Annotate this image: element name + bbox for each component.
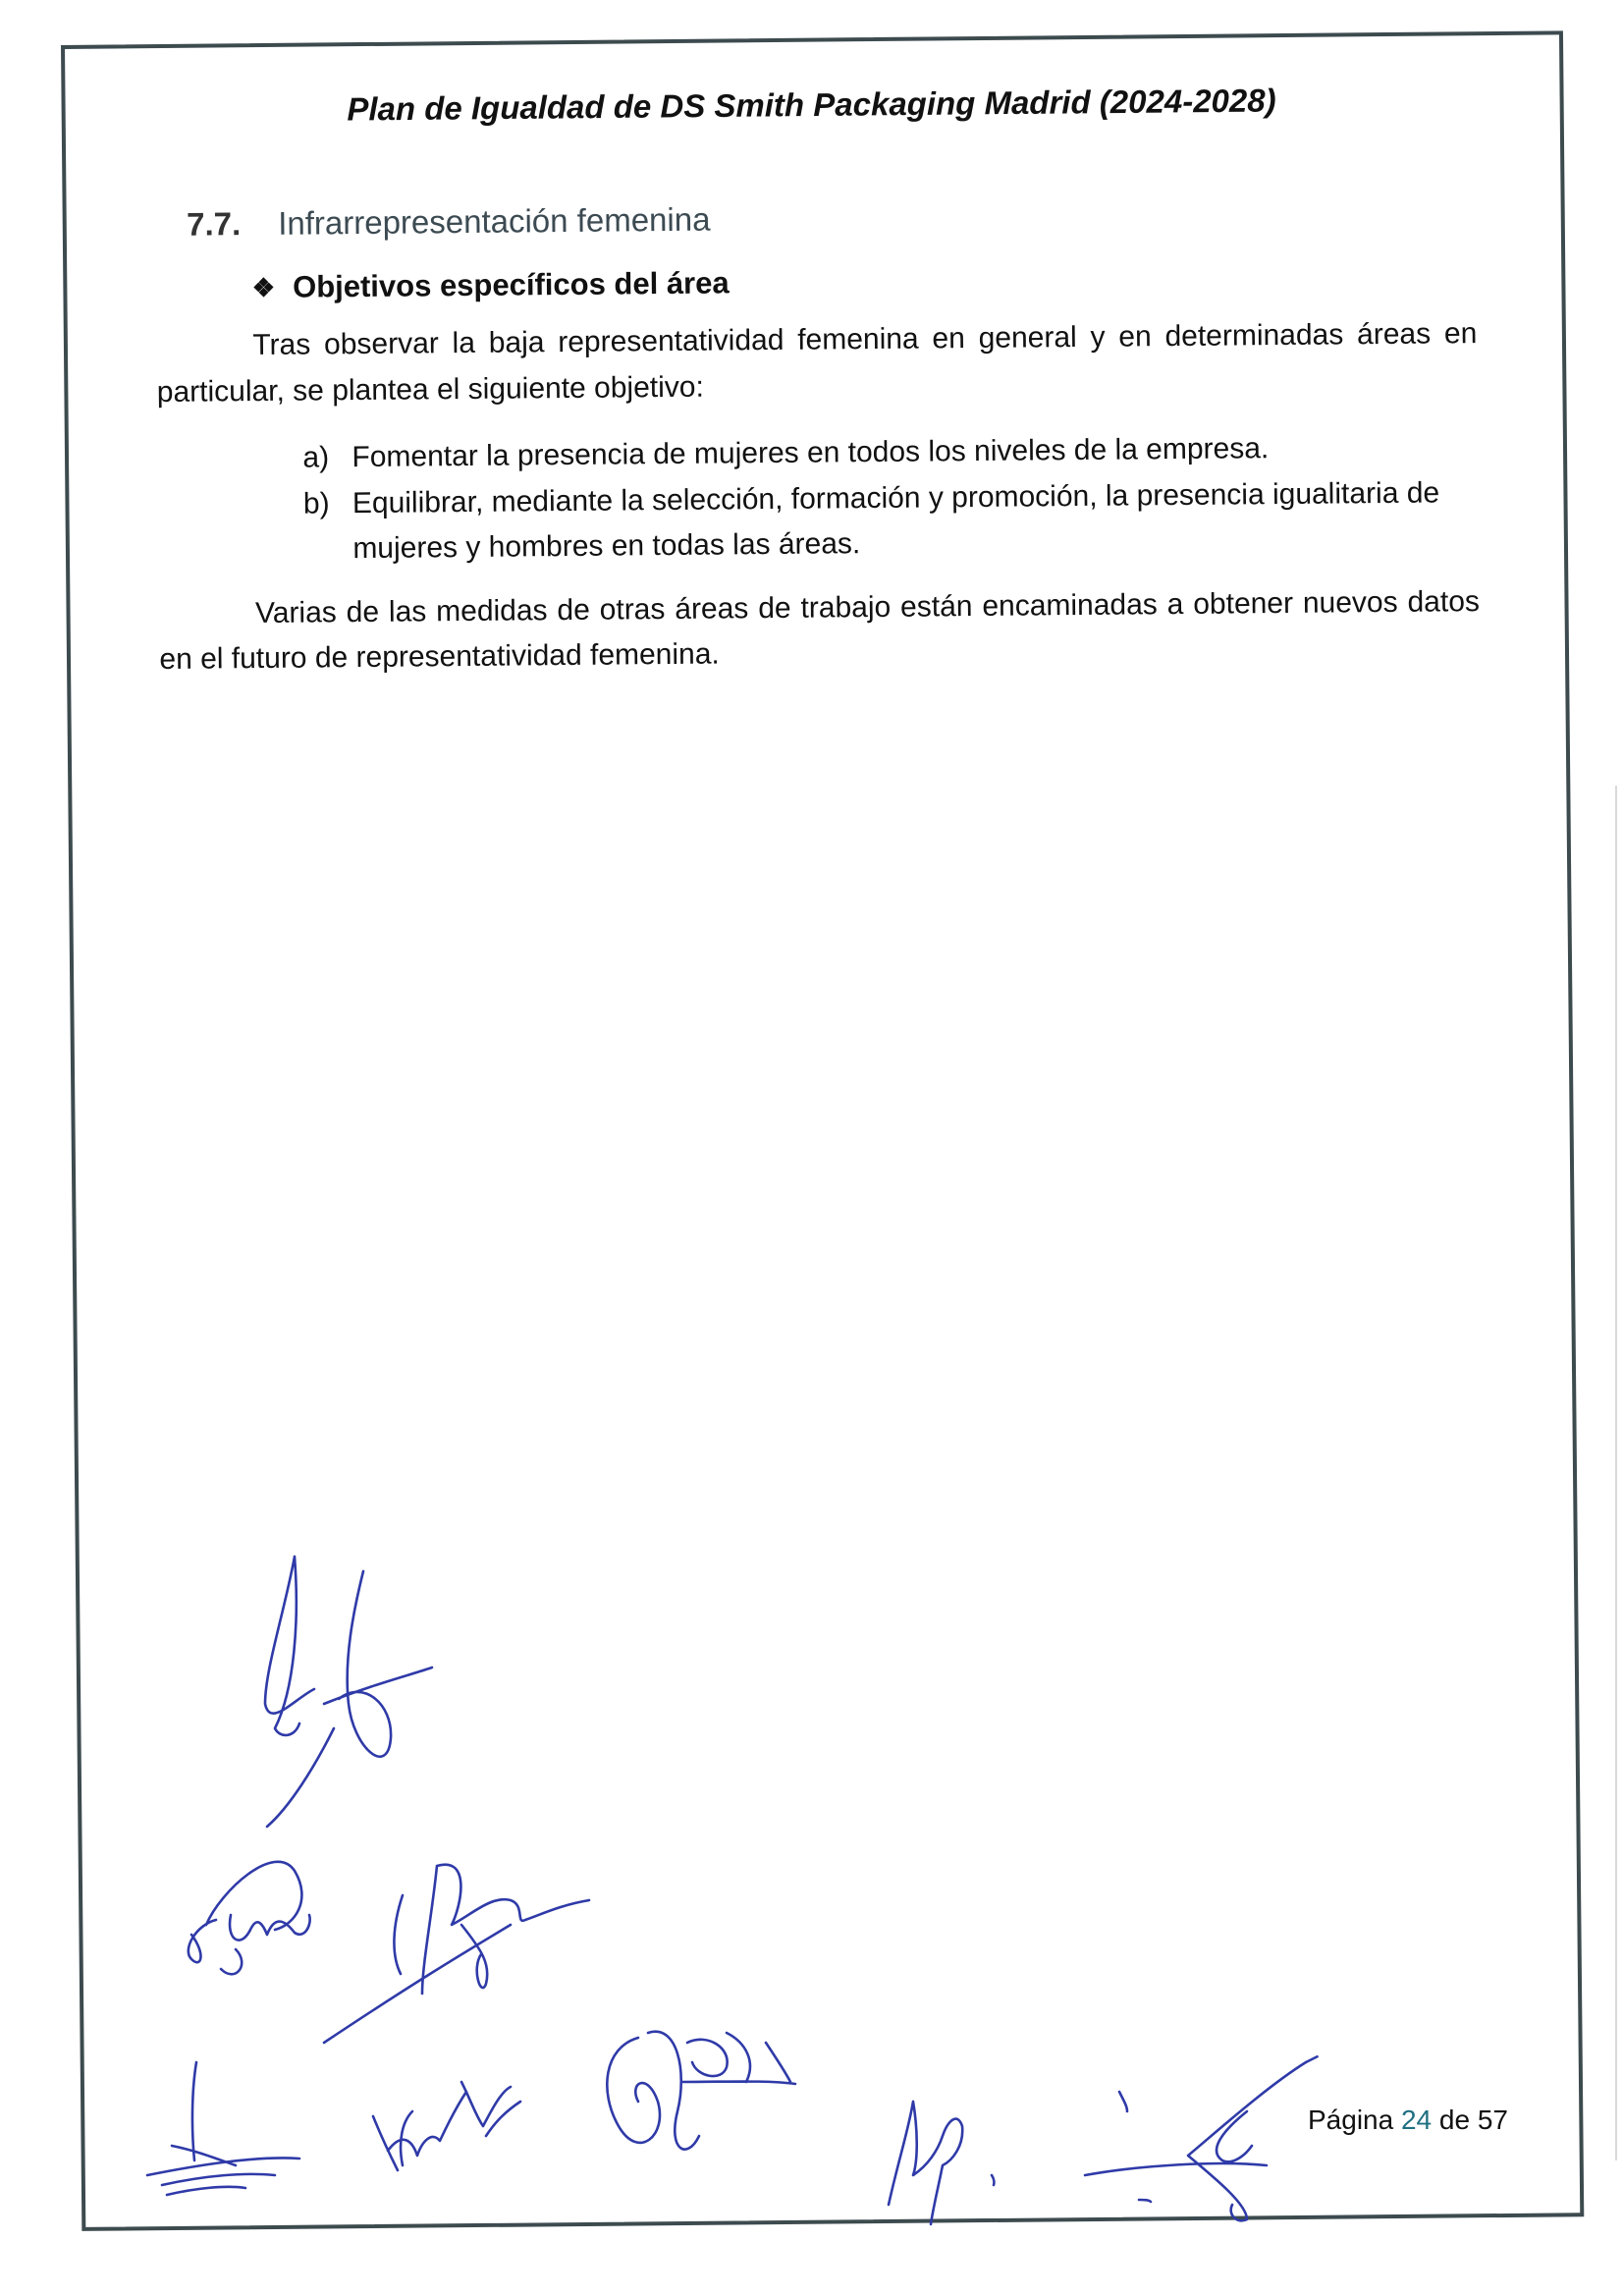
page-content [155,193,1481,683]
page-label: Página [1308,2105,1394,2135]
page-number-footer [1308,2105,1508,2136]
subsection-heading [252,258,1477,305]
list-item [303,470,1480,573]
document-header-title: Plan de Igualdad de DS Smith Packaging Madrid (2024-2028) [347,82,1276,128]
current-page-number: 24 [1400,2105,1433,2135]
section-title: Infrarrepresentación femenina [278,200,711,242]
list-item-text: Equilibrar, mediante la selección, formación y promoción, la presencia igualitaria de mujeres y hombres en todas las áreas. [352,475,1440,566]
page-separator: de [1438,2105,1471,2135]
closing-paragraph: Varias de las medidas de otras áreas de trabajo están encaminadas a obtener nuevos datos en el futuro de representatividad femenina. [159,584,1481,676]
objectives-list [157,424,1479,574]
intro-paragraph: Tras observar la baja representatividad femenina en general y en determinadas áreas en particular, se plantea el siguiente objetivo: [156,317,1478,409]
diamond-bullet-icon: ❖ [251,272,276,302]
section-number: 7.7. [186,205,242,243]
list-item-text: Fomentar la presencia de mujeres en todos los niveles de la empresa. [352,432,1270,474]
subsection-title: Objetivos específicos del área [292,265,730,304]
page-edge-shadow [1615,786,1617,2160]
list-marker: b) [302,486,330,520]
total-pages: 57 [1477,2105,1508,2135]
list-marker: a) [302,441,330,474]
